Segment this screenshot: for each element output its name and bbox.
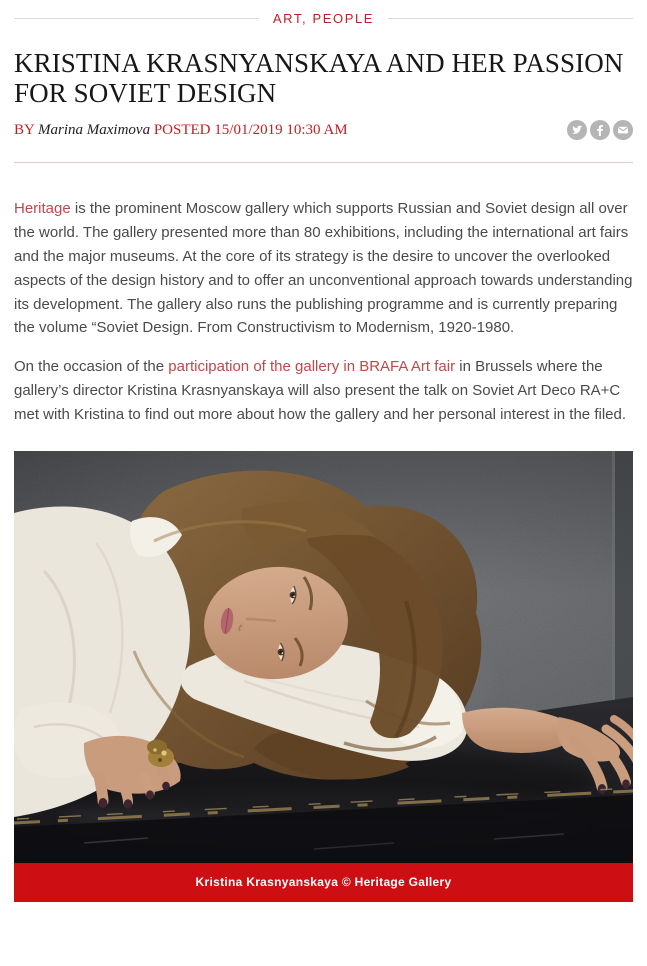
photo-caption: Kristina Krasnyanskaya © Heritage Gallery bbox=[14, 863, 633, 902]
by-label: BY bbox=[14, 121, 35, 138]
article-page bbox=[0, 11, 647, 913]
email-icon bbox=[613, 120, 633, 140]
brafa-link[interactable]: participation of the gallery in BRAFA Art fair bbox=[168, 358, 456, 376]
twitter-icon bbox=[567, 120, 587, 140]
author-link[interactable]: Marina Maximova bbox=[38, 121, 151, 138]
posted-label: POSTED bbox=[153, 121, 211, 138]
category-rule-right bbox=[388, 18, 633, 19]
article-body bbox=[14, 197, 633, 426]
paragraph-1 bbox=[14, 197, 633, 340]
email-share-button[interactable] bbox=[613, 120, 633, 140]
facebook-share-button[interactable] bbox=[590, 120, 610, 140]
heritage-link[interactable]: Heritage bbox=[14, 200, 71, 218]
article-photo-block bbox=[14, 451, 633, 902]
header-divider bbox=[14, 162, 633, 163]
category-row bbox=[14, 11, 633, 26]
byline-row bbox=[14, 120, 633, 140]
article-photo bbox=[14, 451, 633, 863]
byline bbox=[14, 122, 348, 139]
post-date: 15/01/2019 10:30 AM bbox=[214, 121, 348, 138]
facebook-icon bbox=[590, 120, 610, 140]
page-title: KRISTINA KRASNYANSKAYA AND HER PASSION FOR SOVIET DESIGN bbox=[14, 48, 624, 109]
share-buttons bbox=[567, 120, 633, 140]
twitter-share-button[interactable] bbox=[567, 120, 587, 140]
paragraph-2-text: in Brussels where the gallery’s director Kristina Krasnyanskaya will also present the talk on Soviet Art Deco RA+C met with Kristina to find out more about how the gallery and her personal interest in the filed. bbox=[14, 358, 627, 423]
paragraph-2 bbox=[14, 355, 633, 426]
category-rule-left bbox=[14, 18, 259, 19]
paragraph-1-text: is the prominent Moscow gallery which supports Russian and Soviet design all over the world. The gallery presented more than 80 exhibitions, including the international art fairs and the major museums. At the core of its strategy is the desire to uncover the overlooked aspects of the design history and to offer an unconventional approach towards understanding its development. The gallery also runs the publishing programme and is currently preparing the volume “Soviet Design. From Constructivism to Modernism, 1920-1980. bbox=[14, 200, 633, 337]
category-link[interactable]: ART, PEOPLE bbox=[272, 11, 375, 26]
paragraph-2-lead: On the occasion of the bbox=[14, 358, 169, 376]
